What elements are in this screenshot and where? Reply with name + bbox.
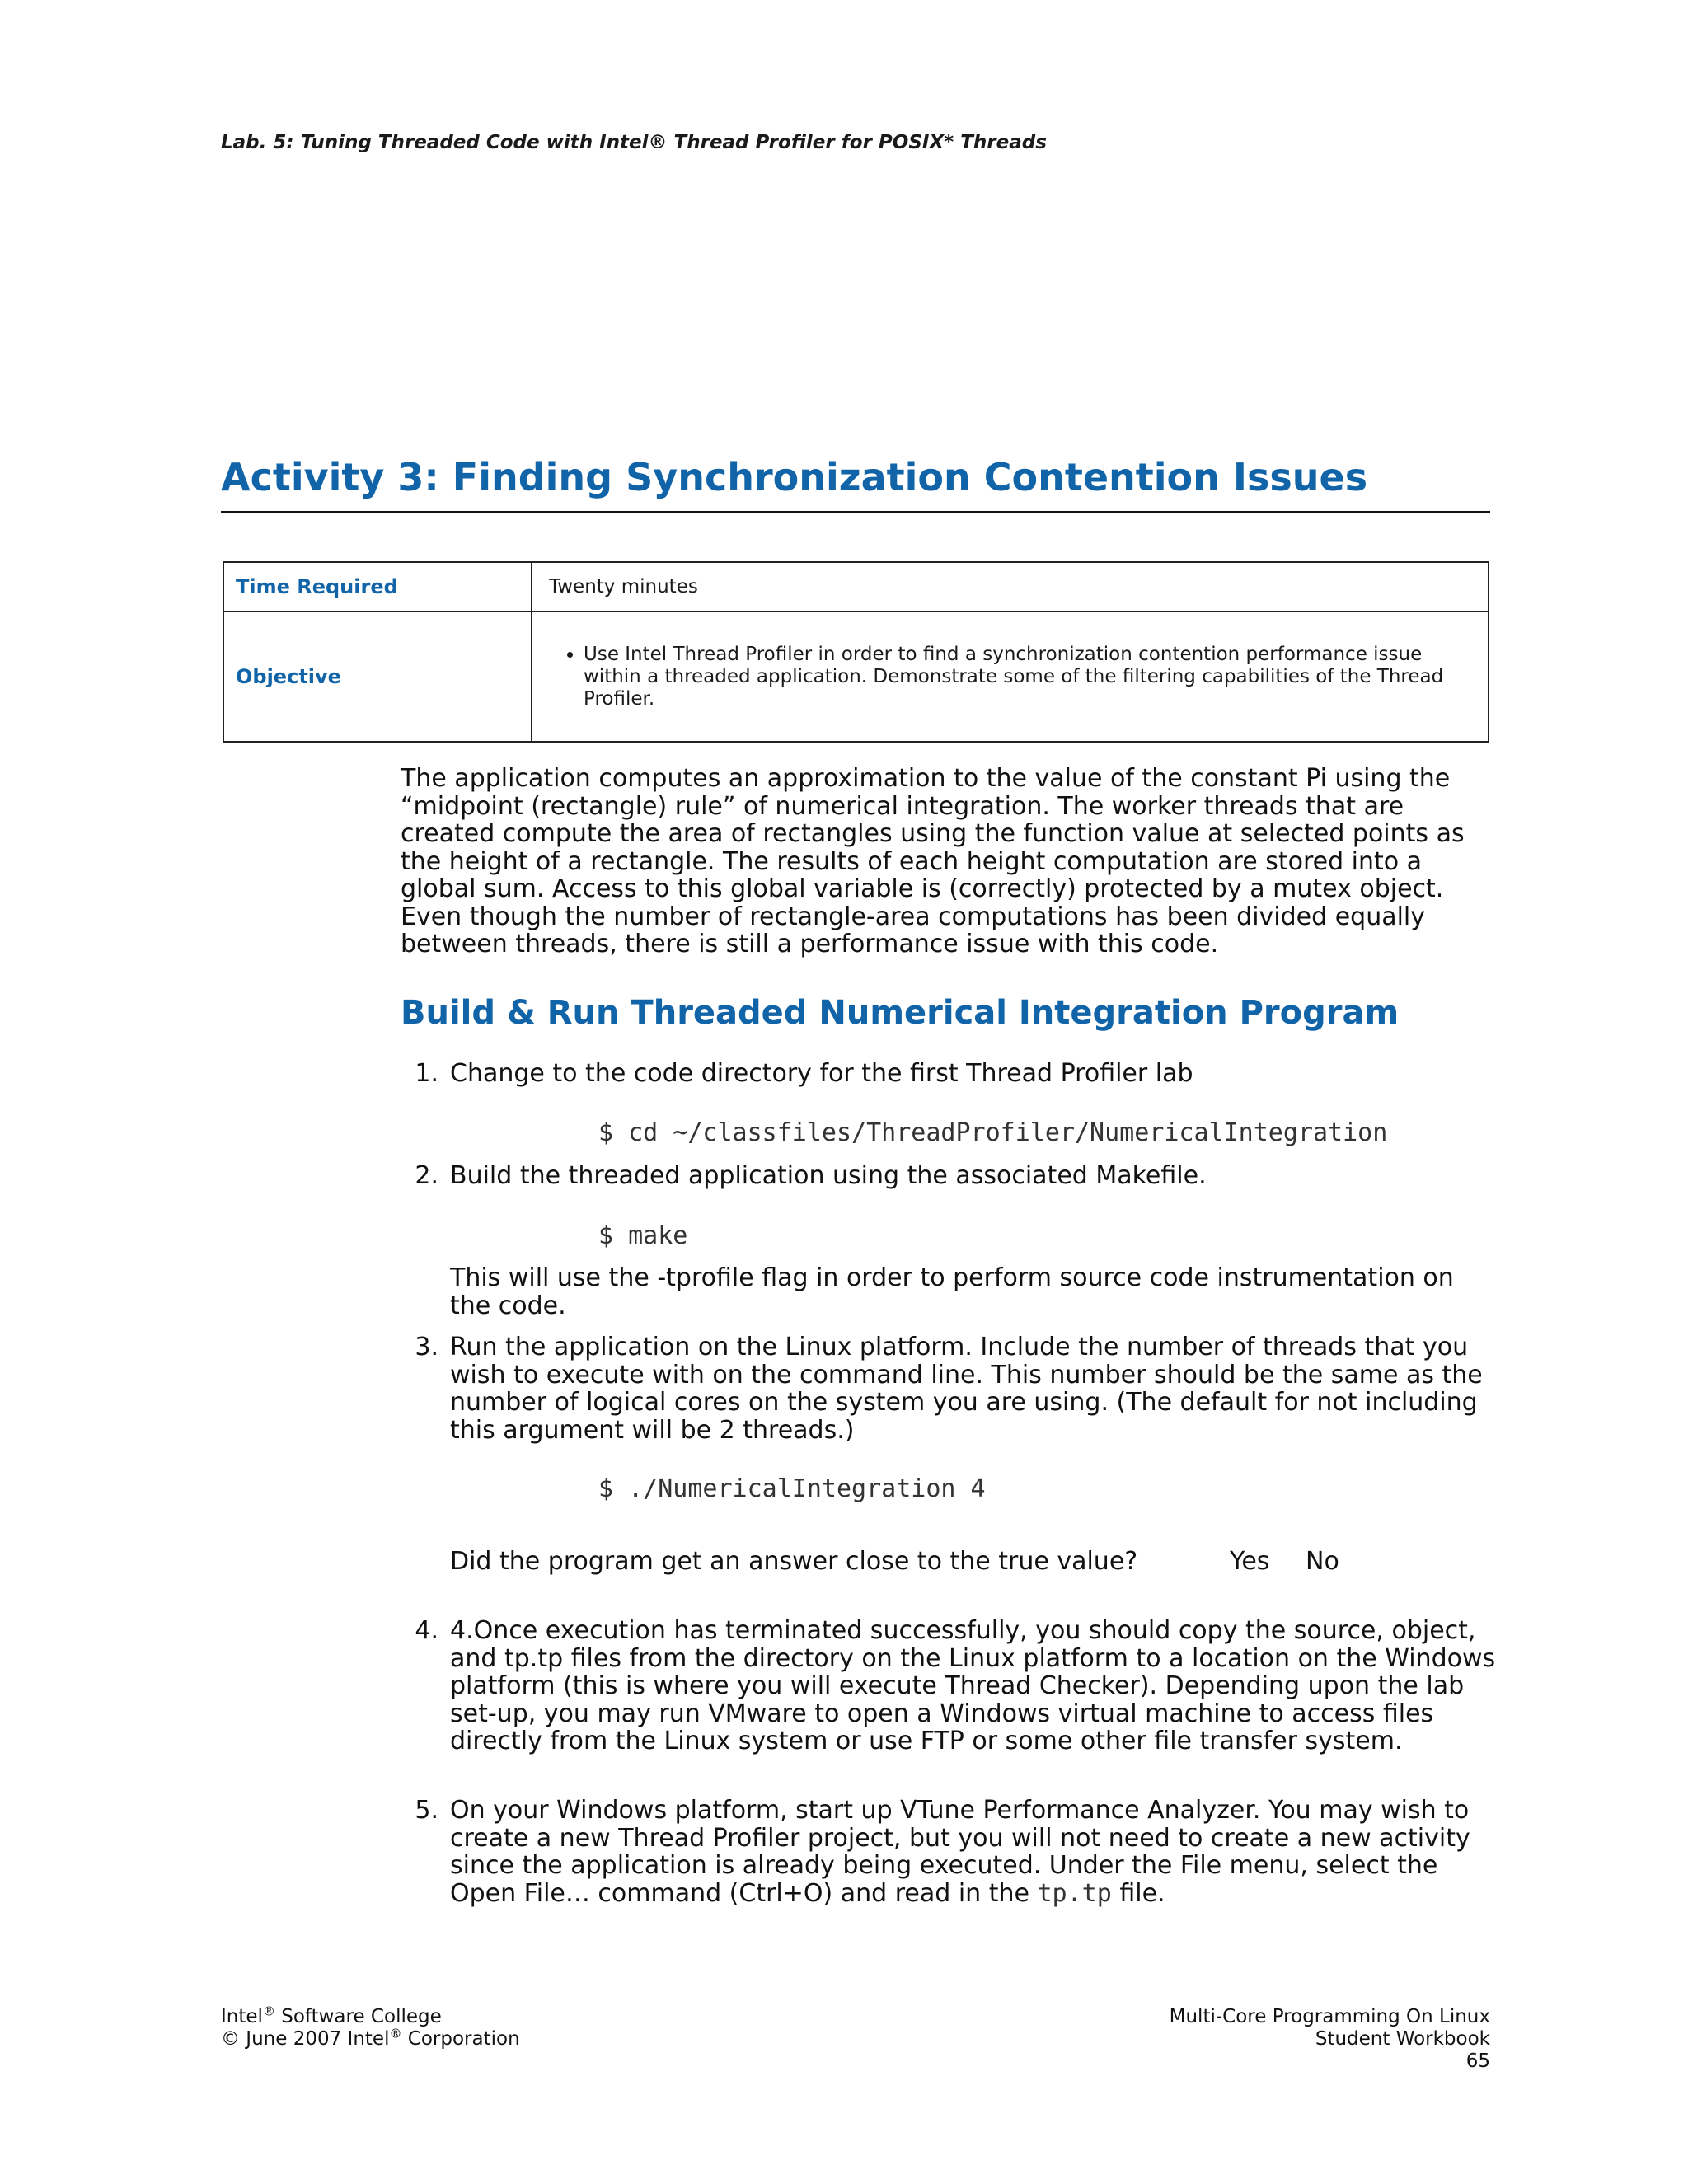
section-title: Build & Run Threaded Numerical Integration Program [401, 994, 1400, 1032]
step-number: 5. [415, 1796, 438, 1825]
footer-left [221, 2006, 520, 2050]
objective-item: • Use Intel Thread Profiler in order to find a synchronization contention performance issue within a threaded application. Demonstrate some of the filtering capabilities of the Thread Profiler. [584, 644, 1471, 710]
intro-text: The application computes an approximation to the value of the constant Pi using the “midpoint (rectangle) rule” of numerical integration. The worker threads that are created compute the area of rectangles using the function value at selected points as the height of a rectangle. The results of each height computation are stored into a global sum. Access to this global variable is (correctly) protected by a mutex object. Even though the number of rectangle-area computations has been divided equally between threads, there is still a performance issue with this code. [401, 764, 1465, 958]
objective-list [549, 644, 1471, 710]
step-number: 2. [415, 1161, 438, 1190]
answer-no[interactable]: No [1306, 1547, 1339, 1576]
command-line: $ make [598, 1221, 688, 1250]
step-text [450, 1797, 1497, 1907]
page-number: 65 [1465, 2050, 1490, 2072]
answer-yes[interactable]: Yes [1230, 1547, 1270, 1576]
footer-right [1170, 2006, 1490, 2073]
step-note: This will use the -tprofile flag in order to perform source code instrumentation on the code. [450, 1263, 1454, 1320]
activity-info-table [223, 561, 1489, 743]
footer-workbook: Student Workbook [1315, 2028, 1490, 2050]
table-row [223, 612, 1489, 742]
step-text-part: file. [1119, 1878, 1165, 1908]
inline-code: tp.tp [1037, 1878, 1112, 1908]
intro-paragraph [401, 765, 1497, 958]
footer-course-title: Multi-Core Programming On Linux [1169, 2006, 1490, 2027]
step-text: Change to the code directory for the first Thread Profiler lab [450, 1059, 1193, 1088]
step-number: 3. [415, 1333, 438, 1361]
step-question: Did the program get an answer close to the true value? [450, 1547, 1138, 1576]
step-text: 4.Once execution has terminated successfully, you should copy the source, object, and tp.tp files from the directory on the Linux platform to a location on the Windows platform (this is where you will execute Thread Checker). Depending upon the lab set-up, you may run VMware to open a Windows virtual machine to access files directly from the Linux system or use FTP or some other file transfer system. [450, 1616, 1496, 1755]
step-text: Run the application on the Linux platform. Include the number of threads that you wish to execute with on the command line. This number should be the same as the number of logical cores on the system you are using. (The default for not including this argument will be 2 threads.) [450, 1333, 1483, 1445]
step-text: Build the threaded application using the associated Makefile. [450, 1161, 1207, 1190]
title-rule [221, 511, 1490, 513]
footer-company: Intel® Software College [221, 2004, 442, 2027]
footer-copyright: © June 2007 Intel® Corporation [221, 2026, 520, 2050]
running-head: Lab. 5: Tuning Threaded Code with Intel® Thread Profiler for POSIX* Threads [221, 132, 1047, 153]
table-row [223, 562, 1489, 612]
time-required-value: Twenty minutes [532, 562, 1489, 612]
time-required-label: Time Required [223, 562, 532, 612]
step-text-part: On your Windows platform, start up VTune Performance Analyzer. You may wish to create a new Thread Profiler project, but you will not need to create a new activity since the application is already being executed. Under the File menu, select the Open File… command (Ctrl+O) and read in the [450, 1796, 1470, 1908]
objective-value [532, 612, 1489, 742]
step-number: 1. [415, 1059, 438, 1088]
step-number: 4. [415, 1616, 438, 1645]
command-line: $ cd ~/classfiles/ThreadProfiler/NumericalIntegration [598, 1118, 1388, 1147]
objective-label: Objective [223, 612, 532, 742]
activity-title: Activity 3: Finding Synchronization Contention Issues [221, 455, 1368, 499]
command-line: $ ./NumericalIntegration 4 [598, 1474, 986, 1503]
